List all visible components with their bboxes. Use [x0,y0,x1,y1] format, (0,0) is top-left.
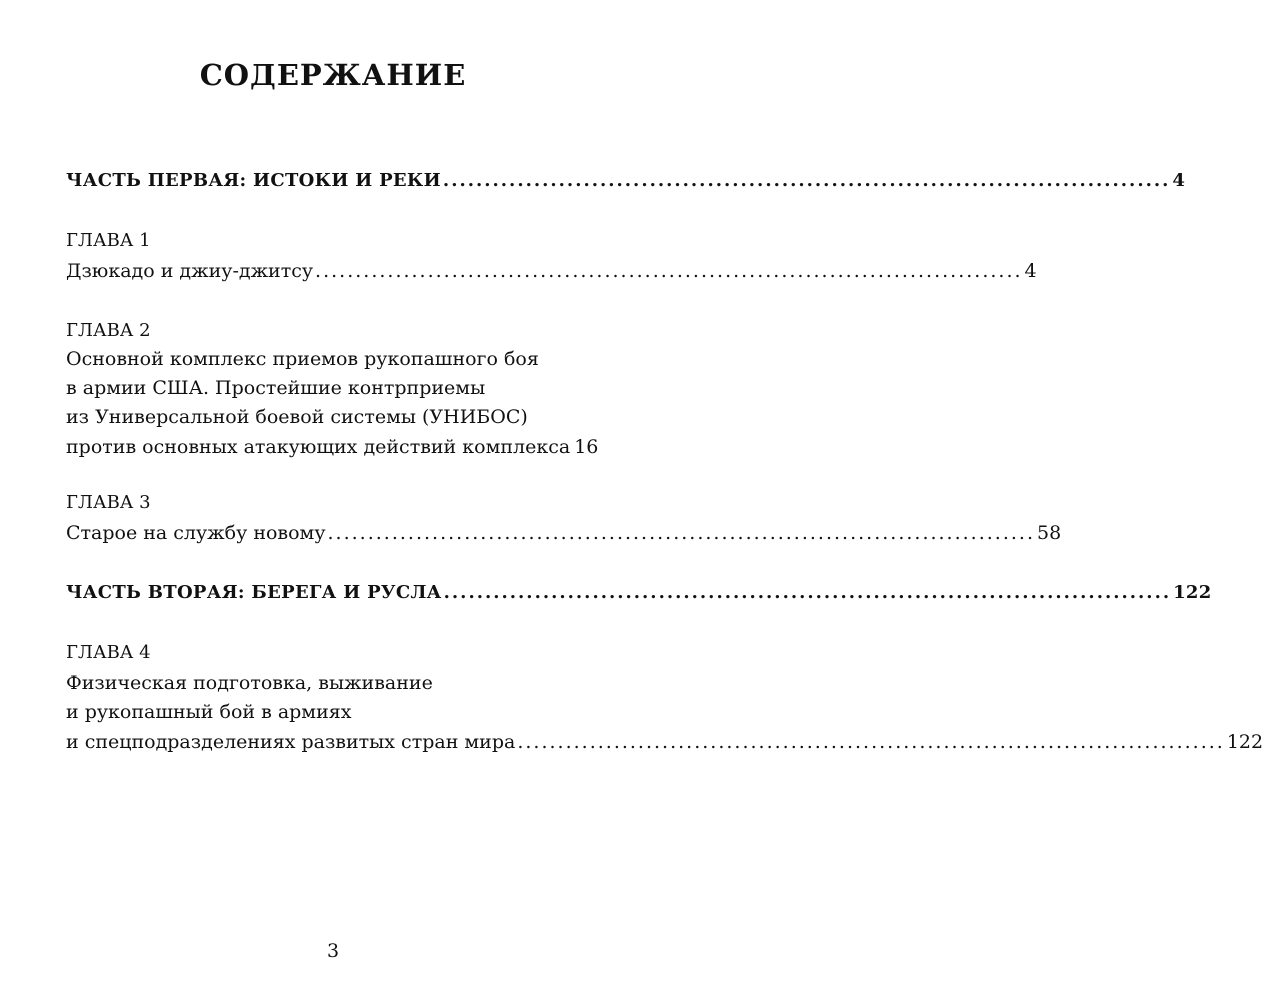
toc-chapter-4-page: 122 [1226,731,1263,753]
toc-chapter-4-title-line-1: Физическая подготовка, выживание [66,672,433,694]
toc-chapter-2-title-line-2: в армии США. Простейшие контрприемы [66,377,486,399]
toc-chapter-3-page: 58 [1037,522,1062,544]
toc-chapter-4-title-line-2: и рукопашный бой в армиях [66,701,352,723]
toc-leader-dots: ........................................................................................ [517,731,1225,753]
toc-chapter-4-title-line-3: и спецподразделениях развитых стран мира [66,731,516,753]
toc-leader-dots: ........................................................................................ [442,170,1171,191]
toc-chapter-2-entry[interactable] [66,434,599,460]
page-title: СОДЕРЖАНИЕ [199,58,467,92]
page-number: 3 [326,940,340,962]
toc-chapter-3-title: Старое на службу новому [66,522,326,544]
toc-chapter-1-entry[interactable] [66,258,1037,284]
toc-chapter-3-heading: ГЛАВА 3 [66,492,151,513]
toc-leader-dots: ........................................................................................ [443,582,1172,603]
toc-part-2-page: 122 [1173,582,1212,603]
toc-chapter-1-title: Дзюкадо и джиу-джитсу [66,260,314,282]
toc-part-1-page: 4 [1172,170,1186,191]
toc-chapter-1-page: 4 [1024,260,1037,282]
toc-chapter-3-entry[interactable] [66,520,1062,546]
toc-chapter-2-page: 16 [574,436,599,458]
toc-chapter-2-title-line-4: против основных атакующих действий комплекса [66,436,571,458]
toc-part-2-label: ЧАСТЬ ВТОРАЯ: БЕРЕГА И РУСЛА [66,582,442,603]
toc-chapter-2-heading: ГЛАВА 2 [66,320,151,341]
toc-leader-dots: ........................................................................................ [327,522,1035,544]
toc-part-2[interactable] [66,580,1212,606]
toc-chapter-2-title-line-1: Основной комплекс приемов рукопашного боя [66,348,539,370]
toc-chapter-4-heading: ГЛАВА 4 [66,642,151,663]
toc-part-1-label: ЧАСТЬ ПЕРВАЯ: ИСТОКИ И РЕКИ [66,170,441,191]
toc-chapter-2-title-line-3: из Универсальной боевой системы (УНИБОС) [66,406,528,428]
toc-chapter-4-entry[interactable] [66,729,1263,755]
toc-chapter-1-heading: ГЛАВА 1 [66,230,151,251]
toc-part-1[interactable] [66,168,1186,194]
toc-leader-dots: ........................................................................................ [315,260,1023,282]
